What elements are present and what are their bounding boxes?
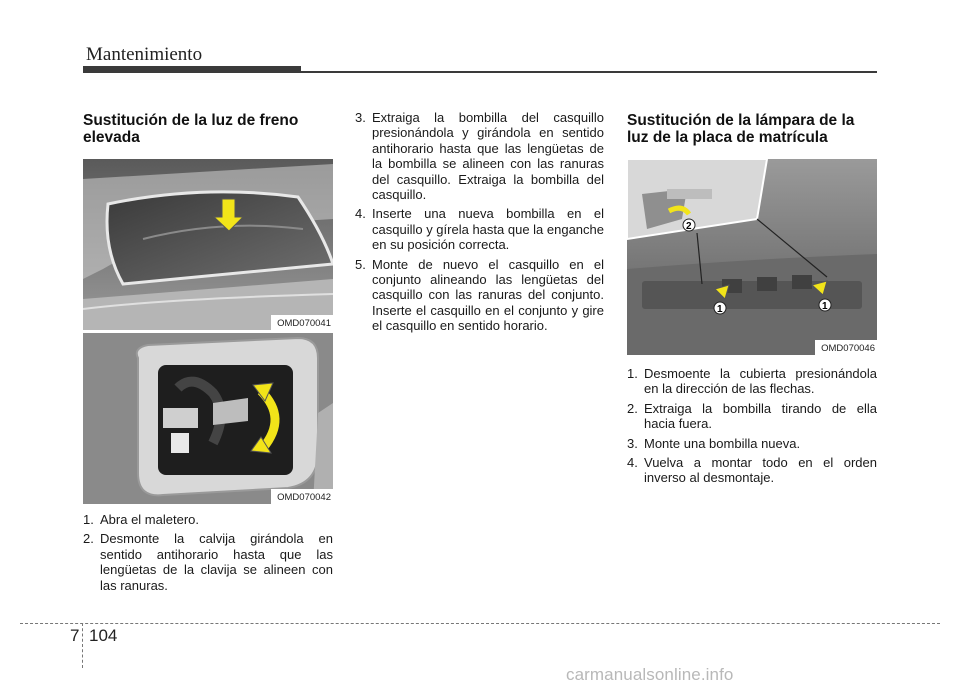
header-rule bbox=[301, 71, 877, 73]
list-item: 2. Desmonte la calvija girándola en sentido antihorario hasta que las lengüetas de la clavija se alineen con las ranuras. bbox=[83, 531, 333, 593]
list-item: 1. Desmoente la cubierta presionándola en la dirección de las flechas. bbox=[627, 366, 877, 397]
list-item: 4. Inserte una nueva bombilla en el casquillo y gírela hasta que la enganche en su posición correcta. bbox=[355, 206, 604, 253]
section-number: 7 bbox=[70, 626, 80, 645]
footer-divider bbox=[82, 623, 83, 668]
bulb-socket-illustration bbox=[83, 333, 333, 504]
figure-trunk-lid bbox=[83, 159, 333, 330]
list-item: 3. Extraiga la bombilla del casquillo presionándola y girándola en sentido antihorario hasta que las lengüetas de la bombilla se alineen con las ranuras del casquillo. Extraiga la bombilla del casquillo. bbox=[355, 110, 604, 203]
header-bar bbox=[83, 66, 301, 73]
callout-1: 1 bbox=[717, 304, 723, 315]
figure-label: OMD070042 bbox=[271, 489, 333, 504]
figure-label: OMD070046 bbox=[815, 340, 877, 355]
page-number: 104 bbox=[89, 626, 118, 645]
steps-list bbox=[627, 366, 877, 486]
middle-column bbox=[355, 110, 604, 338]
right-column bbox=[627, 112, 877, 490]
left-column bbox=[83, 112, 333, 597]
watermark: carmanualsonline.info bbox=[566, 665, 734, 684]
figure-license-plate-lamp bbox=[627, 159, 877, 355]
chapter-title: Mantenimiento bbox=[86, 44, 203, 65]
trunk-lid-illustration bbox=[83, 159, 333, 330]
license-plate-lamp-illustration bbox=[627, 159, 877, 355]
list-item: 1. Abra el maletero. bbox=[83, 512, 199, 527]
figure-label: OMD070041 bbox=[271, 315, 333, 330]
list-item: 3. Monte una bombilla nueva. bbox=[627, 435, 801, 451]
list-item: 2. Extraiga la bombilla tirando de ella hacia fuera. bbox=[627, 400, 877, 432]
list-item: 5. Monte de nuevo el casquillo en el conjunto alineando las lengüetas del casquillo con las ranuras del conjunto. Inserte el casquillo en el conjunto y gire el casquillo en sentido horario. bbox=[355, 256, 604, 334]
section-title-plate-lamp: Sustitución de la lámpara de la luz de la placa de matrícula bbox=[627, 112, 855, 146]
callout-1b: 1 bbox=[822, 301, 828, 312]
figure-bulb-socket bbox=[83, 333, 333, 504]
footer-rule bbox=[20, 623, 940, 624]
steps-list bbox=[355, 110, 604, 334]
list-item: 4. Vuelva a montar todo en el orden inverso al desmontaje. bbox=[627, 455, 877, 486]
steps-list bbox=[83, 512, 333, 593]
callout-2: 2 bbox=[686, 221, 692, 232]
section-title-brake-light: Sustitución de la luz de freno elevada bbox=[83, 112, 299, 146]
